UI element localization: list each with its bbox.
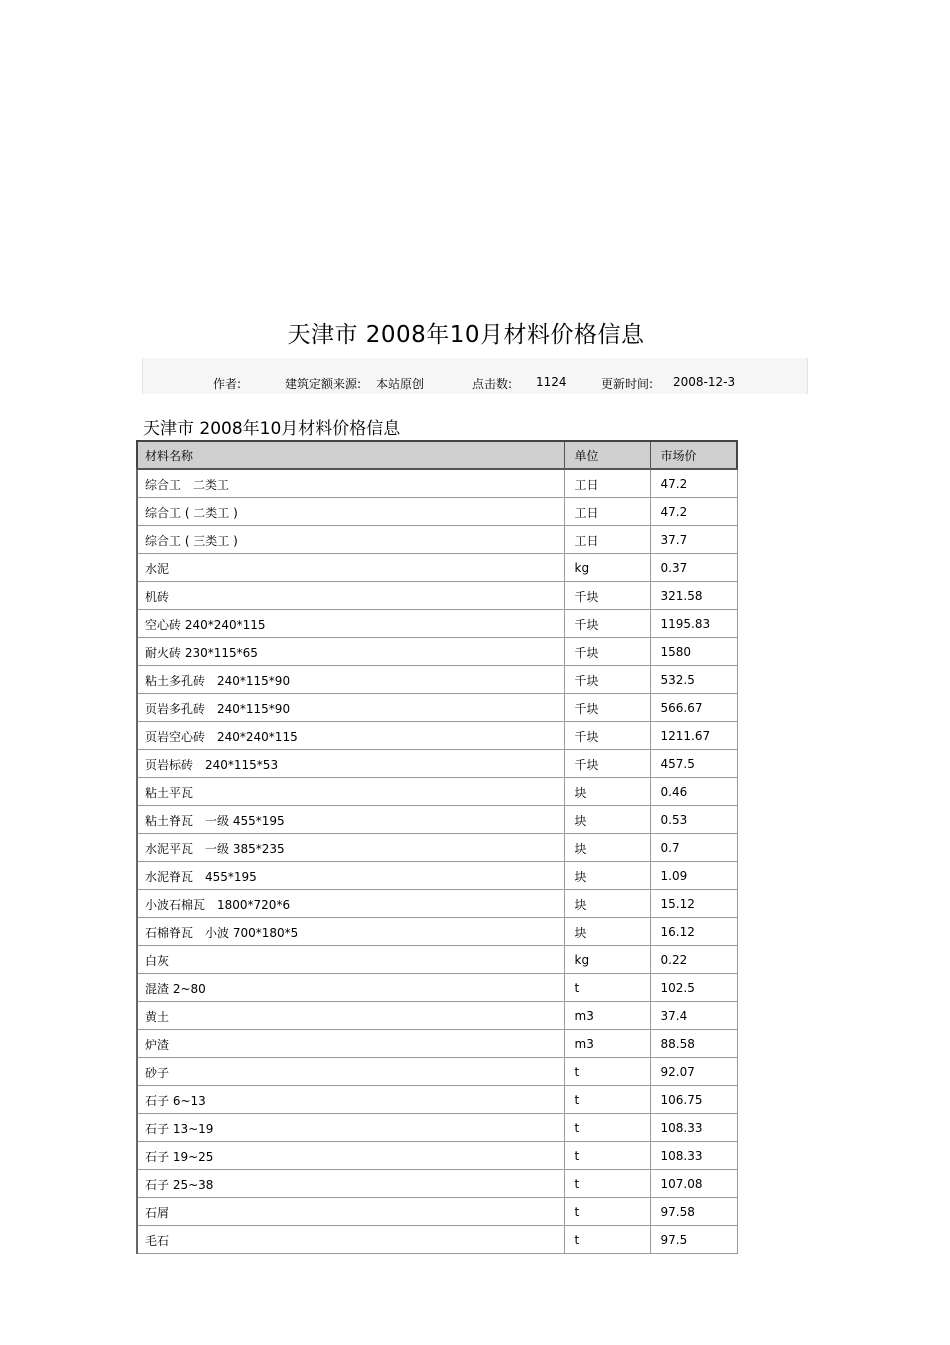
material-name-cell: 页岩标砖 240*115*53 [137,750,564,778]
table-row [137,974,737,1002]
material-name-cell: 毛石 [137,1226,564,1254]
unit-cell: 工日 [564,469,650,498]
material-name-cell: 水泥脊瓦 455*195 [137,862,564,890]
unit-cell: 千块 [564,610,650,638]
unit-cell: 块 [564,918,650,946]
table-row [137,638,737,666]
material-name-cell: 页岩空心砖 240*240*115 [137,722,564,750]
material-name-cell: 白灰 [137,946,564,974]
price-cell: 107.08 [650,1170,737,1198]
table-header-row [137,441,737,469]
table-row [137,1058,737,1086]
price-cell: 1.09 [650,862,737,890]
material-name-cell: 粘土脊瓦 一级 455*195 [137,806,564,834]
updated-label: 更新时间: [601,377,654,391]
unit-cell: t [564,974,650,1002]
material-name-cell: 混渣 2~80 [137,974,564,1002]
table-row [137,526,737,554]
unit-cell: t [564,1114,650,1142]
material-name-cell: 石子 25~38 [137,1170,564,1198]
table-row [137,694,737,722]
material-name-cell: 小波石棉瓦 1800*720*6 [137,890,564,918]
price-cell: 97.5 [650,1226,737,1254]
unit-cell: t [564,1086,650,1114]
table-row [137,722,737,750]
unit-cell: kg [564,554,650,582]
author-label: 作者: [213,377,242,391]
table-row [137,806,737,834]
unit-cell: m3 [564,1002,650,1030]
price-cell: 0.46 [650,778,737,806]
unit-cell: m3 [564,1030,650,1058]
table-row [137,1114,737,1142]
unit-cell: 千块 [564,750,650,778]
material-name-cell: 水泥 [137,554,564,582]
price-cell: 37.4 [650,1002,737,1030]
unit-cell: 工日 [564,498,650,526]
price-cell: 15.12 [650,890,737,918]
unit-cell: 块 [564,778,650,806]
source-label: 建筑定额来源: [285,377,362,391]
material-name-cell: 石子 6~13 [137,1086,564,1114]
price-cell: 0.7 [650,834,737,862]
price-cell: 566.67 [650,694,737,722]
price-cell: 37.7 [650,526,737,554]
table-row [137,890,737,918]
table-row [137,582,737,610]
price-cell: 0.22 [650,946,737,974]
table-row [137,610,737,638]
price-cell: 92.07 [650,1058,737,1086]
price-cell: 0.37 [650,554,737,582]
table-row [137,1226,737,1254]
unit-cell: t [564,1226,650,1254]
unit-cell: 块 [564,890,650,918]
price-cell: 47.2 [650,498,737,526]
material-name-cell: 机砖 [137,582,564,610]
price-cell: 1211.67 [650,722,737,750]
unit-cell: 千块 [564,722,650,750]
material-name-cell: 粘土平瓦 [137,778,564,806]
table-row [137,1142,737,1170]
price-cell: 321.58 [650,582,737,610]
header-market-price: 市场价 [650,441,737,469]
table-title: 天津市 2008年10月材料价格信息 [143,419,401,439]
material-name-cell: 石屑 [137,1198,564,1226]
unit-cell: 工日 [564,526,650,554]
material-name-cell: 石子 19~25 [137,1142,564,1170]
material-name-cell: 页岩多孔砖 240*115*90 [137,694,564,722]
price-cell: 102.5 [650,974,737,1002]
table-row [137,666,737,694]
unit-cell: 块 [564,862,650,890]
material-name-cell: 综合工 二类工 [137,469,564,498]
clicks-value: 1124 [536,375,567,389]
updated-value: 2008-12-3 [673,375,736,389]
unit-cell: t [564,1170,650,1198]
material-name-cell: 粘土多孔砖 240*115*90 [137,666,564,694]
table-row [137,1086,737,1114]
table-row [137,834,737,862]
price-cell: 16.12 [650,918,737,946]
table-row [137,1030,737,1058]
table-row [137,554,737,582]
unit-cell: 千块 [564,582,650,610]
unit-cell: kg [564,946,650,974]
header-material-name: 材料名称 [137,441,564,469]
material-name-cell: 炉渣 [137,1030,564,1058]
source-value: 本站原创 [376,377,425,391]
material-name-cell: 砂子 [137,1058,564,1086]
price-cell: 532.5 [650,666,737,694]
table-row [137,1002,737,1030]
unit-cell: t [564,1058,650,1086]
material-name-cell: 综合工 ( 二类工 ) [137,498,564,526]
table-row [137,862,737,890]
table-body [137,469,737,1254]
price-cell: 0.53 [650,806,737,834]
page-title: 天津市 2008年10月材料价格信息 [287,322,645,348]
material-name-cell: 黄土 [137,1002,564,1030]
unit-cell: t [564,1142,650,1170]
unit-cell: 千块 [564,666,650,694]
price-cell: 47.2 [650,469,737,498]
table-row [137,498,737,526]
table-row [137,1170,737,1198]
price-cell: 1195.83 [650,610,737,638]
material-name-cell: 石子 13~19 [137,1114,564,1142]
unit-cell: 块 [564,806,650,834]
price-cell: 1580 [650,638,737,666]
material-name-cell: 耐火砖 230*115*65 [137,638,564,666]
unit-cell: 千块 [564,638,650,666]
table-row [137,469,737,498]
header-unit: 单位 [564,441,650,469]
price-cell: 108.33 [650,1142,737,1170]
unit-cell: t [564,1198,650,1226]
price-cell: 106.75 [650,1086,737,1114]
material-name-cell: 综合工 ( 三类工 ) [137,526,564,554]
clicks-label: 点击数: [472,377,513,391]
price-table [136,440,738,1254]
article-meta-bar [142,358,808,394]
price-cell: 88.58 [650,1030,737,1058]
price-cell: 108.33 [650,1114,737,1142]
table-row [137,750,737,778]
material-name-cell: 水泥平瓦 一级 385*235 [137,834,564,862]
price-cell: 457.5 [650,750,737,778]
unit-cell: 千块 [564,694,650,722]
table-row [137,778,737,806]
unit-cell: 块 [564,834,650,862]
table-row [137,918,737,946]
table-row [137,946,737,974]
material-name-cell: 空心砖 240*240*115 [137,610,564,638]
material-name-cell: 石棉脊瓦 小波 700*180*5 [137,918,564,946]
table-row [137,1198,737,1226]
price-cell: 97.58 [650,1198,737,1226]
